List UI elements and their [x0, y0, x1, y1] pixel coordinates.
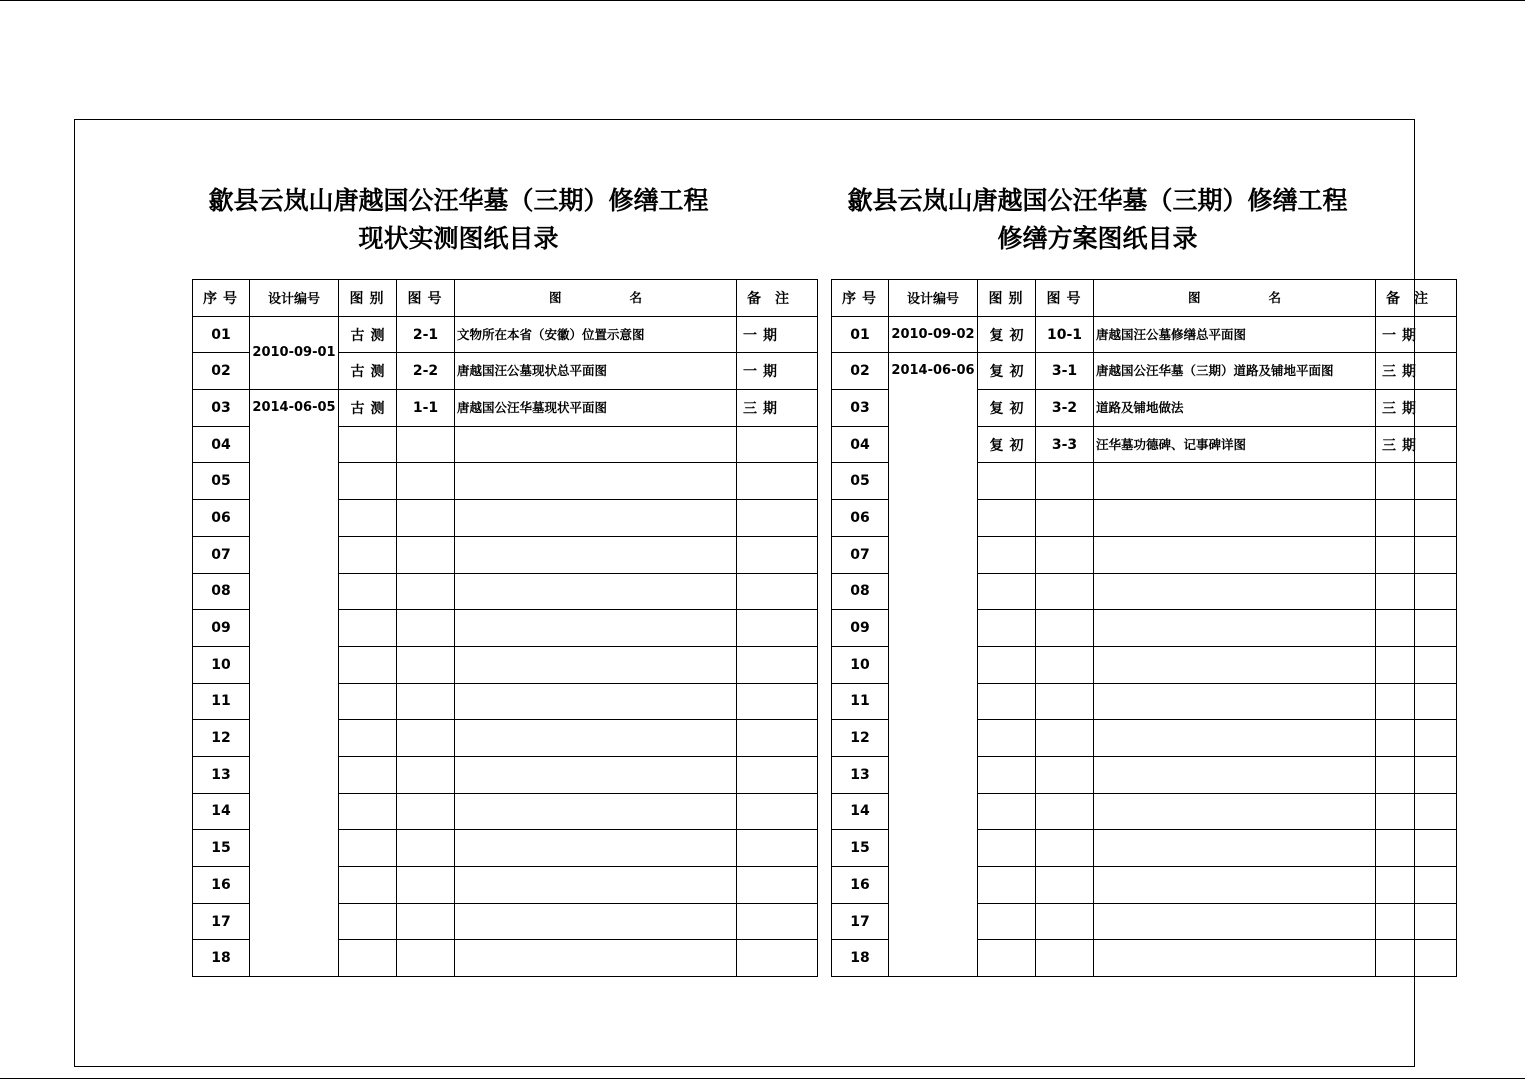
row-category [339, 646, 397, 683]
row-drawing-name [455, 867, 737, 904]
left-title-line2: 现状实测图纸目录 [358, 224, 559, 253]
row-seq: 06 [832, 500, 889, 537]
header-code: 设计编号 [889, 280, 978, 317]
row-drawing-no [1036, 463, 1094, 500]
design-code: 2010-09-02 [889, 316, 978, 353]
row-drawing-no [397, 610, 455, 647]
row-seq: 07 [832, 536, 889, 573]
row-drawing-no: 3-3 [1036, 426, 1094, 463]
row-drawing-no [1036, 720, 1094, 757]
left-header-row [193, 280, 818, 317]
row-note [1376, 867, 1457, 904]
row-drawing-name [1094, 463, 1376, 500]
row-drawing-no [397, 903, 455, 940]
header-no: 图号 [397, 280, 455, 317]
row-drawing-name [1094, 903, 1376, 940]
row-note [737, 536, 818, 573]
row-seq: 17 [193, 903, 250, 940]
header-cat: 图别 [339, 280, 397, 317]
row-drawing-name [1094, 610, 1376, 647]
row-drawing-no [397, 867, 455, 904]
left-title-line1: 歙县云岚山唐越国公汪华墓（三期）修缮工程 [208, 186, 709, 215]
row-category [339, 426, 397, 463]
row-note [1376, 830, 1457, 867]
row-drawing-no [1036, 500, 1094, 537]
row-category [339, 573, 397, 610]
row-category [978, 756, 1036, 793]
row-drawing-no: 3-1 [1036, 353, 1094, 390]
row-seq: 01 [832, 316, 889, 353]
row-drawing-name [455, 720, 737, 757]
row-drawing-name [455, 463, 737, 500]
row-note [1376, 646, 1457, 683]
row-note: 一期 [737, 353, 818, 390]
row-drawing-no [1036, 756, 1094, 793]
row-seq: 15 [193, 830, 250, 867]
row-drawing-no [397, 573, 455, 610]
row-note: 三期 [737, 390, 818, 427]
row-drawing-no [397, 500, 455, 537]
row-category: 古测 [339, 390, 397, 427]
row-drawing-no [1036, 903, 1094, 940]
row-seq: 04 [193, 426, 250, 463]
row-note [1376, 573, 1457, 610]
row-drawing-name: 唐越国公汪华墓现状平面图 [455, 390, 737, 427]
row-note [1376, 720, 1457, 757]
row-category: 古测 [339, 353, 397, 390]
header-seq: 序号 [193, 280, 250, 317]
row-drawing-no: 3-2 [1036, 390, 1094, 427]
row-category: 复初 [978, 426, 1036, 463]
row-category [978, 536, 1036, 573]
row-drawing-name [455, 940, 737, 977]
row-note [1376, 463, 1457, 500]
row-note [737, 903, 818, 940]
row-drawing-name: 道路及铺地做法 [1094, 390, 1376, 427]
top-rule [0, 0, 1525, 1]
row-drawing-name: 文物所在本省（安徽）位置示意图 [455, 316, 737, 353]
row-note [1376, 940, 1457, 977]
row-drawing-name: 唐越国汪公墓修缮总平面图 [1094, 316, 1376, 353]
row-note [1376, 610, 1457, 647]
row-seq: 03 [193, 390, 250, 427]
row-note [737, 500, 818, 537]
design-code: 2014-06-05 [250, 390, 339, 977]
row-drawing-no [397, 683, 455, 720]
row-drawing-no [397, 720, 455, 757]
row-seq: 08 [832, 573, 889, 610]
row-drawing-name [455, 426, 737, 463]
row-seq: 03 [832, 390, 889, 427]
row-category [978, 463, 1036, 500]
row-note [737, 830, 818, 867]
left-drawing-index-table [192, 279, 818, 977]
row-seq: 02 [832, 353, 889, 390]
row-drawing-name: 汪华墓功德碑、记事碑详图 [1094, 426, 1376, 463]
row-note [737, 573, 818, 610]
row-seq: 12 [193, 720, 250, 757]
row-drawing-name [1094, 646, 1376, 683]
row-note [737, 683, 818, 720]
row-drawing-no [397, 646, 455, 683]
row-note [1376, 683, 1457, 720]
row-note [737, 867, 818, 904]
row-category [339, 903, 397, 940]
row-drawing-no [1036, 646, 1094, 683]
row-category [978, 903, 1036, 940]
header-note: 备注 [1376, 280, 1457, 317]
row-seq: 13 [193, 756, 250, 793]
row-category: 复初 [978, 353, 1036, 390]
row-seq: 13 [832, 756, 889, 793]
table-row [832, 316, 1457, 353]
design-code: 2010-09-01 [250, 316, 339, 389]
row-category: 复初 [978, 390, 1036, 427]
row-note [737, 646, 818, 683]
row-note [737, 720, 818, 757]
row-seq: 18 [193, 940, 250, 977]
row-drawing-name [1094, 683, 1376, 720]
row-drawing-name [455, 830, 737, 867]
header-cat: 图别 [978, 280, 1036, 317]
row-seq: 05 [832, 463, 889, 500]
row-drawing-name [455, 756, 737, 793]
row-drawing-no [1036, 536, 1094, 573]
row-drawing-no: 10-1 [1036, 316, 1094, 353]
row-note [1376, 793, 1457, 830]
row-drawing-name [1094, 536, 1376, 573]
row-drawing-no [1036, 573, 1094, 610]
row-seq: 01 [193, 316, 250, 353]
row-seq: 14 [832, 793, 889, 830]
row-category [339, 756, 397, 793]
row-drawing-no: 2-2 [397, 353, 455, 390]
row-note [1376, 756, 1457, 793]
row-note [1376, 500, 1457, 537]
row-seq: 05 [193, 463, 250, 500]
row-drawing-name [455, 610, 737, 647]
row-category: 复初 [978, 316, 1036, 353]
row-drawing-name [1094, 573, 1376, 610]
row-drawing-no [1036, 867, 1094, 904]
table-row [193, 390, 818, 427]
bottom-rule [0, 1078, 1525, 1079]
row-note [737, 426, 818, 463]
row-drawing-name: 唐越国汪公墓现状总平面图 [455, 353, 737, 390]
row-drawing-no: 1-1 [397, 390, 455, 427]
row-drawing-no [397, 793, 455, 830]
row-drawing-no [1036, 940, 1094, 977]
row-drawing-name [455, 793, 737, 830]
row-seq: 04 [832, 426, 889, 463]
row-drawing-name: 唐越国公汪华墓（三期）道路及铺地平面图 [1094, 353, 1376, 390]
row-seq: 11 [193, 683, 250, 720]
row-seq: 18 [832, 940, 889, 977]
row-category [978, 830, 1036, 867]
row-drawing-name [1094, 756, 1376, 793]
header-seq: 序号 [832, 280, 889, 317]
row-category [339, 830, 397, 867]
row-seq: 08 [193, 573, 250, 610]
row-category [978, 646, 1036, 683]
row-seq: 15 [832, 830, 889, 867]
row-drawing-no [397, 463, 455, 500]
row-drawing-name [455, 903, 737, 940]
row-category [339, 793, 397, 830]
row-note: 三期 [1376, 426, 1457, 463]
row-seq: 16 [832, 867, 889, 904]
row-category [339, 536, 397, 573]
row-note [737, 793, 818, 830]
header-name: 图名 [455, 280, 737, 317]
right-drawing-index-table [831, 279, 1457, 977]
row-drawing-name [1094, 500, 1376, 537]
row-seq: 11 [832, 683, 889, 720]
row-seq: 14 [193, 793, 250, 830]
row-category [339, 500, 397, 537]
row-category [978, 940, 1036, 977]
row-drawing-no [397, 830, 455, 867]
row-drawing-name [455, 683, 737, 720]
row-category [339, 683, 397, 720]
right-title-line2: 修缮方案图纸目录 [997, 224, 1198, 253]
row-seq: 09 [193, 610, 250, 647]
row-drawing-no [1036, 793, 1094, 830]
header-code: 设计编号 [250, 280, 339, 317]
table-row [832, 353, 1457, 390]
row-seq: 07 [193, 536, 250, 573]
row-drawing-name [1094, 867, 1376, 904]
row-drawing-no: 2-1 [397, 316, 455, 353]
row-drawing-no [1036, 830, 1094, 867]
row-drawing-name [1094, 940, 1376, 977]
row-drawing-name [1094, 793, 1376, 830]
row-drawing-no [397, 426, 455, 463]
row-category [339, 463, 397, 500]
row-seq: 17 [832, 903, 889, 940]
row-category: 古测 [339, 316, 397, 353]
row-seq: 02 [193, 353, 250, 390]
row-category [978, 573, 1036, 610]
row-category [339, 940, 397, 977]
row-category [978, 867, 1036, 904]
row-seq: 10 [193, 646, 250, 683]
row-seq: 10 [832, 646, 889, 683]
row-drawing-name [455, 536, 737, 573]
right-title-line1: 歙县云岚山唐越国公汪华墓（三期）修缮工程 [847, 186, 1348, 215]
row-seq: 16 [193, 867, 250, 904]
row-note [1376, 903, 1457, 940]
row-note [737, 756, 818, 793]
row-category [978, 500, 1036, 537]
row-drawing-no [397, 536, 455, 573]
row-category [978, 793, 1036, 830]
row-note [737, 610, 818, 647]
design-code: 2014-06-06 [889, 353, 978, 977]
row-category [339, 867, 397, 904]
row-seq: 06 [193, 500, 250, 537]
row-category [978, 683, 1036, 720]
row-seq: 09 [832, 610, 889, 647]
row-drawing-name [455, 500, 737, 537]
row-note: 一期 [737, 316, 818, 353]
row-drawing-name [1094, 720, 1376, 757]
row-note: 一期 [1376, 316, 1457, 353]
row-note [737, 463, 818, 500]
header-note: 备注 [737, 280, 818, 317]
row-category [339, 720, 397, 757]
row-category [339, 610, 397, 647]
row-drawing-name [455, 646, 737, 683]
row-note: 三期 [1376, 353, 1457, 390]
row-drawing-name [1094, 830, 1376, 867]
row-seq: 12 [832, 720, 889, 757]
row-drawing-no [397, 756, 455, 793]
header-no: 图号 [1036, 280, 1094, 317]
table-row [193, 316, 818, 353]
row-note [737, 940, 818, 977]
row-drawing-no [1036, 683, 1094, 720]
row-note [1376, 536, 1457, 573]
row-note: 三期 [1376, 390, 1457, 427]
row-category [978, 720, 1036, 757]
right-header-row [832, 280, 1457, 317]
header-name: 图名 [1094, 280, 1376, 317]
row-drawing-no [397, 940, 455, 977]
row-drawing-no [1036, 610, 1094, 647]
row-drawing-name [455, 573, 737, 610]
row-category [978, 610, 1036, 647]
